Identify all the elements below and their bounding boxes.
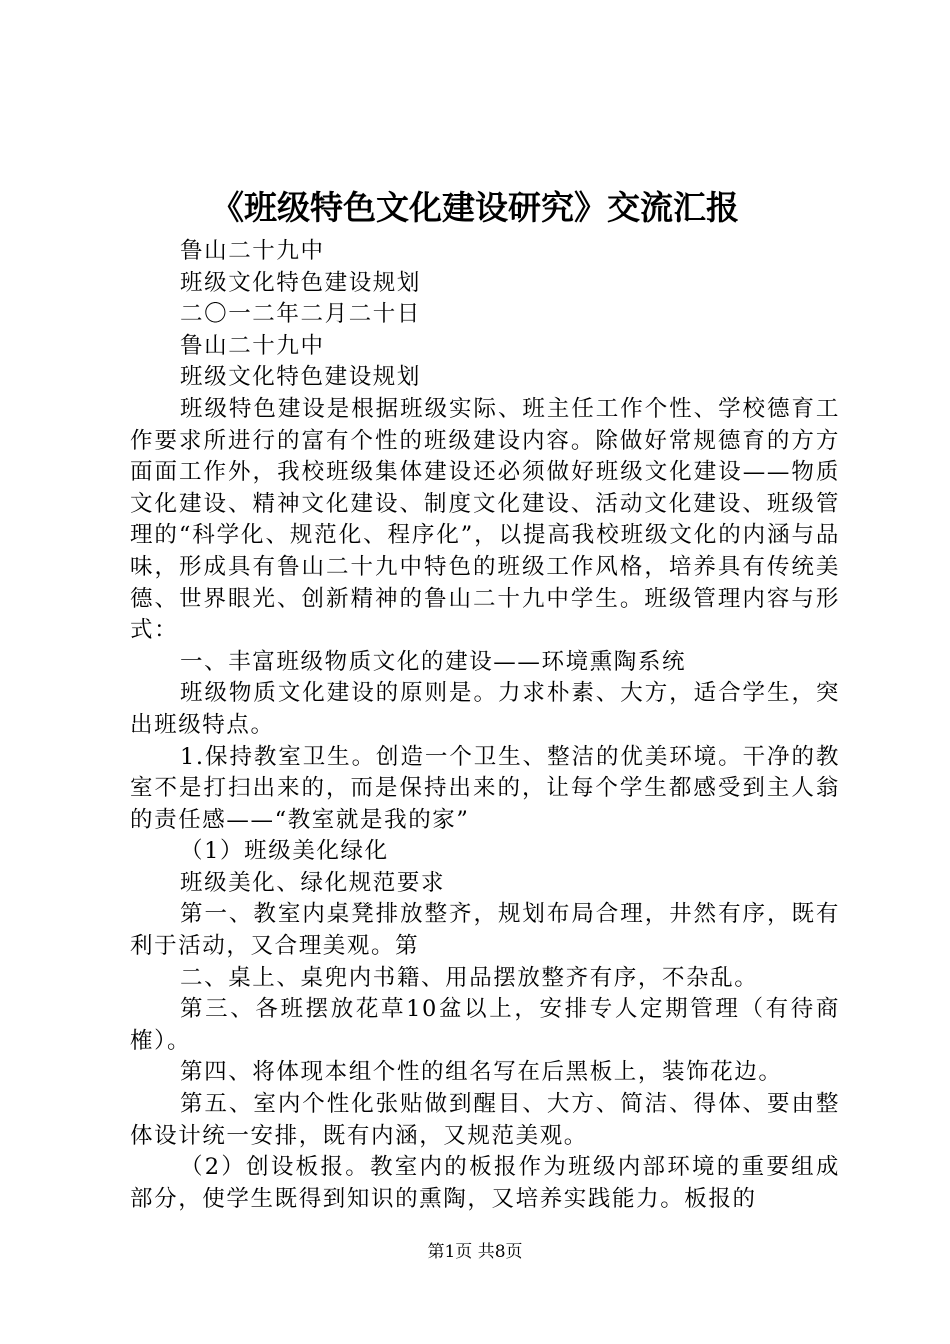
paragraph: 班级物质文化建设的原则是。力求朴素、大方，适合学生，突出班级特点。 [130,680,840,738]
paragraph: 一、丰富班级物质文化的建设——环境熏陶系统 [180,648,687,675]
paragraph: （2）创设板报。教室内的板报作为班级内部环境的重要组成部分，使学生既得到知识的熏陶，又培养实践能力。板报的 [130,1154,840,1212]
paragraph: （1）班级美化绿化 [180,838,389,865]
paragraph: 1.保持教室卫生。创造一个卫生、整洁的优美环境。干净的教室不是打扫出来的，而是保持出来的，让每个学生都感受到主人翁的责任感——“教室就是我的家” [130,743,840,833]
paragraph: 鲁山二十九中 [180,332,325,359]
paragraph: 二〇一二年二月二十日 [180,301,422,328]
paragraph: 第五、室内个性化张贴做到醒目、大方、简洁、得体、要由整体设计统一安排，既有内涵，又规范美观。 [130,1091,840,1149]
paragraph: 鲁山二十九中 [180,238,325,264]
paragraph: 第四、将体现本组个性的组名写在后黑板上，装饰花边。 [180,1059,783,1086]
paragraph: 班级文化特色建设规划 [180,364,422,391]
document-body [130,236,840,1215]
paragraph: 第三、各班摆放花草10盆以上，安排专人定期管理（有待商榷）。 [130,996,840,1054]
paragraph: 班级文化特色建设规划 [180,269,422,296]
paragraph: 二、桌上、桌兜内书籍、用品摆放整齐有序，不杂乱。 [180,964,759,991]
paragraph: 第一、教室内桌凳排放整齐，规划布局合理，井然有序，既有利于活动，又合理美观。第 [130,901,840,960]
paragraph: 班级美化、绿化规范要求 [180,869,446,896]
paragraph: 班级特色建设是根据班级实际、班主任工作个性、学校德育工作要求所进行的富有个性的班级建设内容。除做好常规德育的方方面面工作外，我校班级集体建设还必须做好班级文化建设——物质文化建设、精神文化建设、制度文化建设、活动文化建设、班级管理的“科学化、规范化、程序化”，以提高我校班级文化的内涵与品味，形成具有鲁山二十九中特色的班级工作风格，培养具有传统美德、世界眼光、创新精神的鲁山二十九中学生。班级管理内容与形式： [130,395,840,644]
document-title: 《班级特色文化建设研究》交流汇报 [211,188,739,227]
page-footer: 第1页 共8页 [427,1242,523,1262]
